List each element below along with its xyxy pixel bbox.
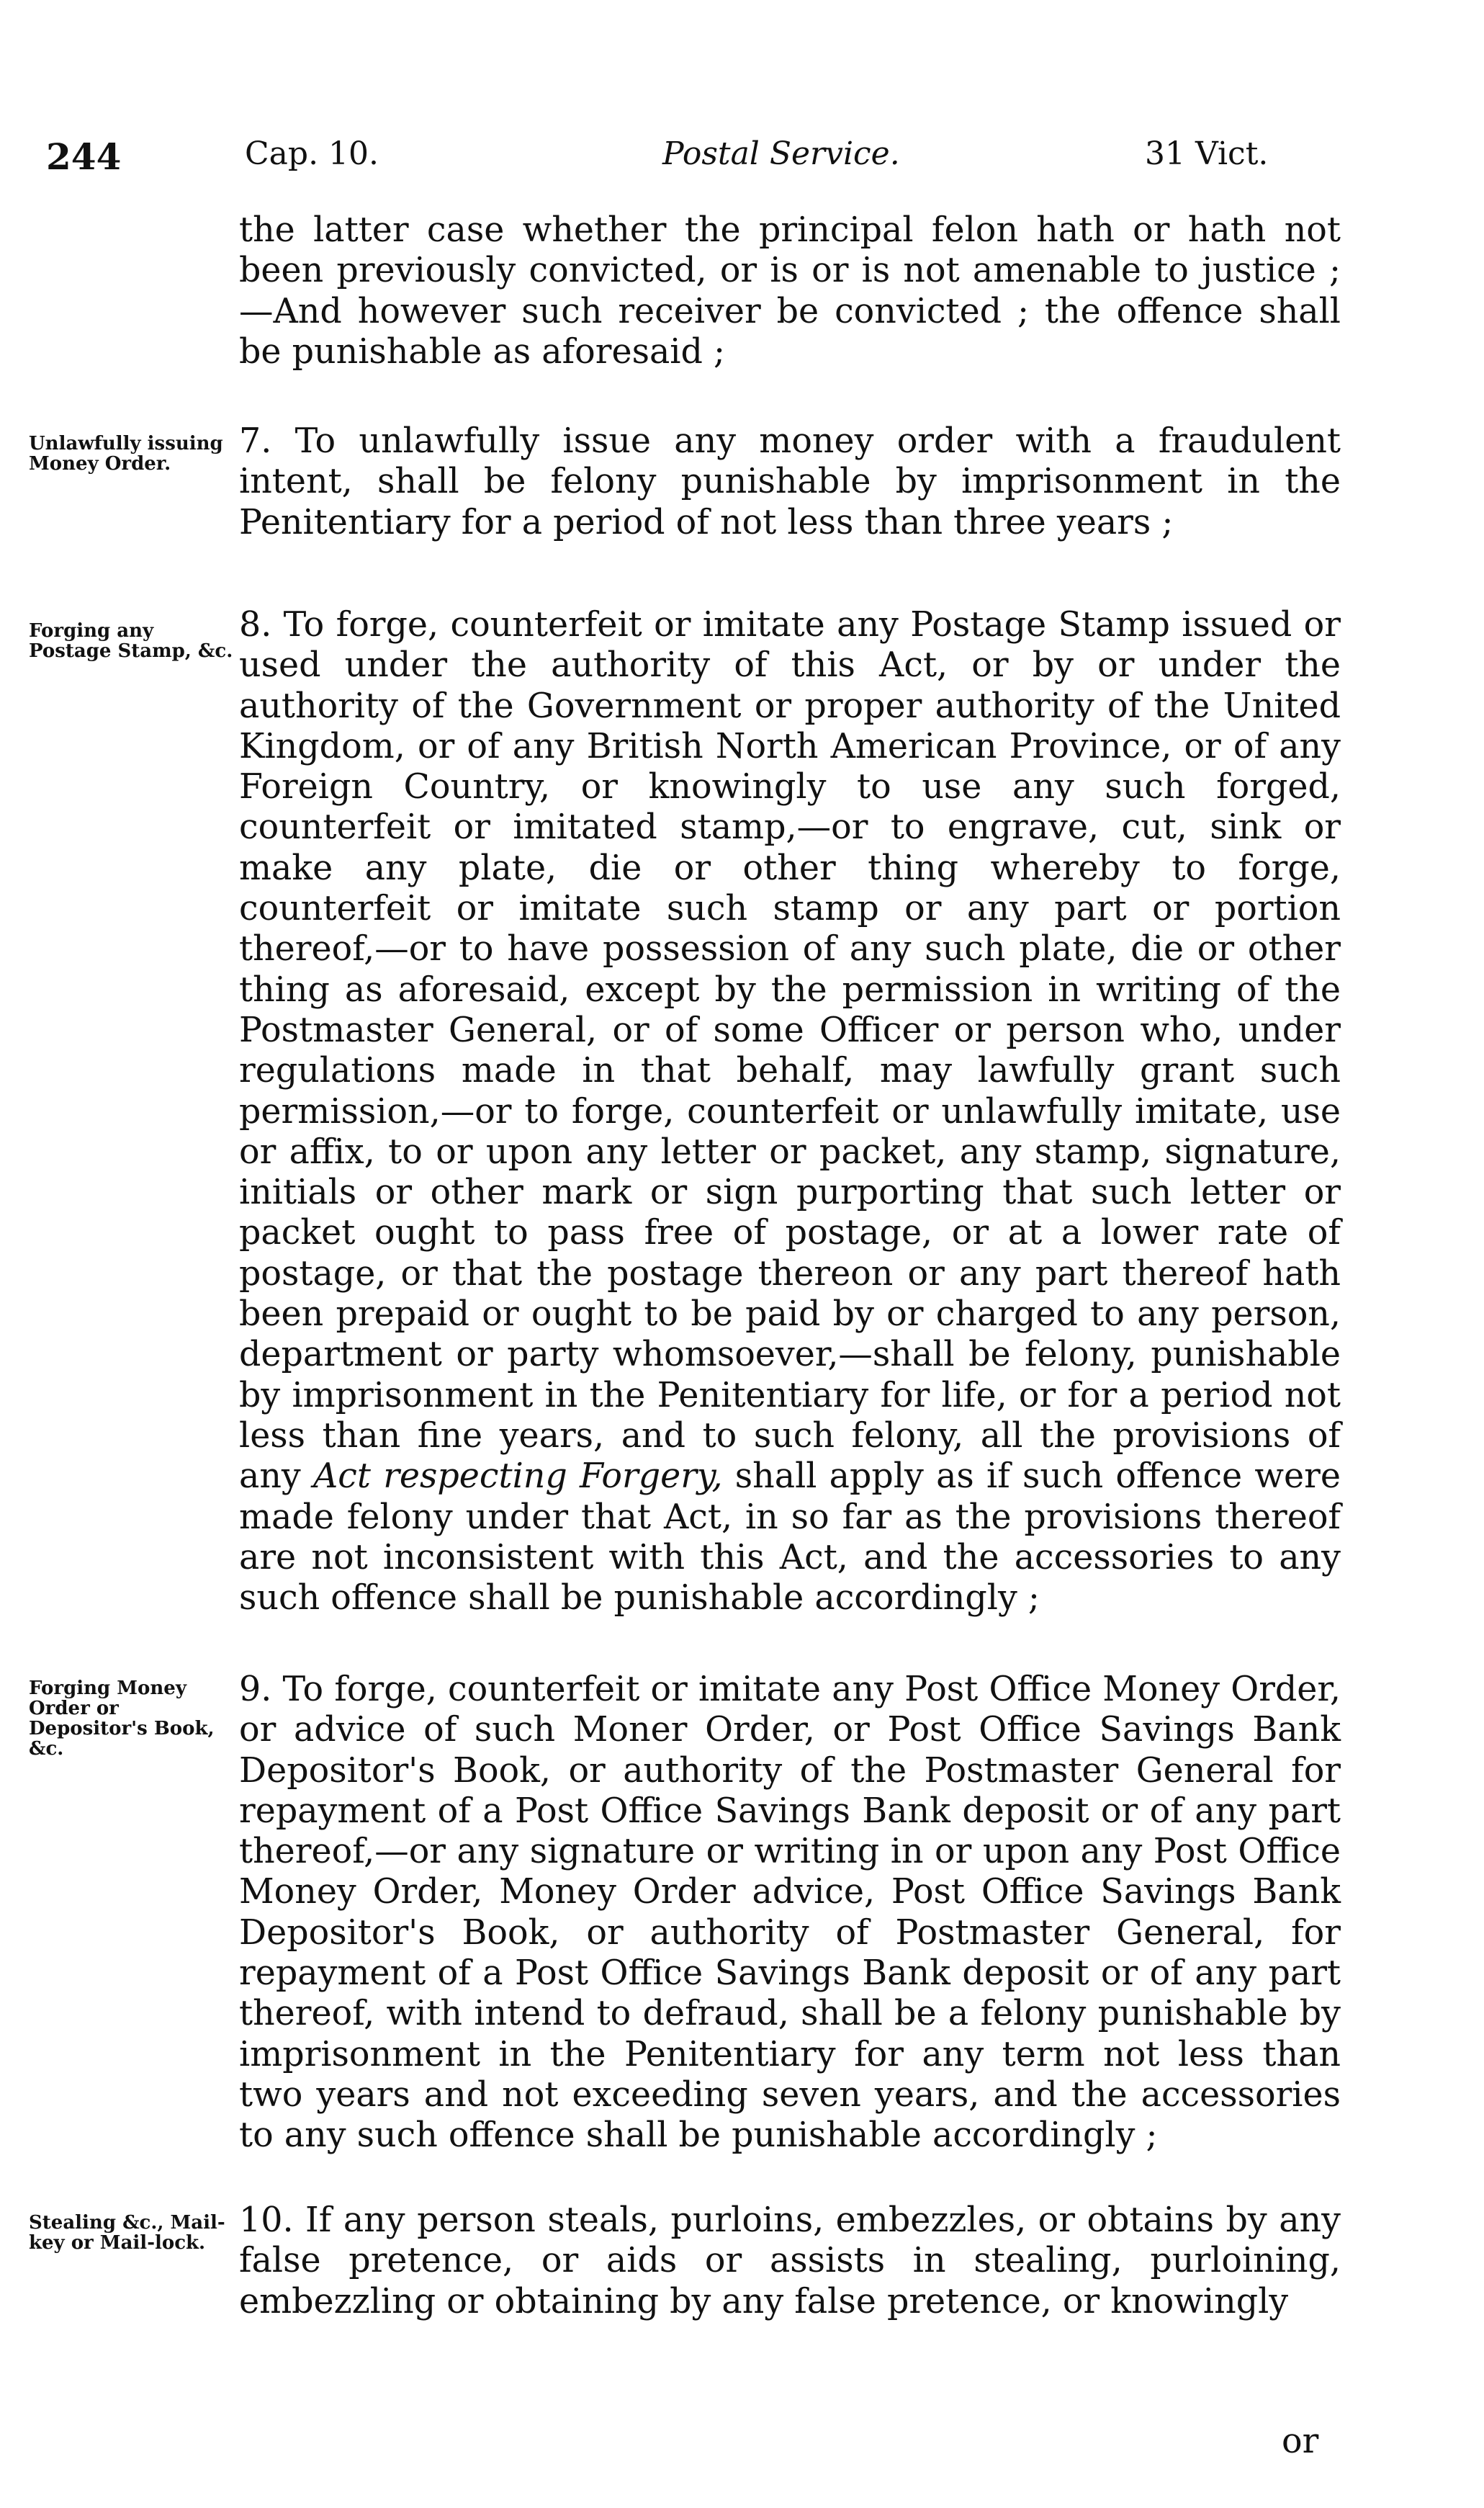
margin-note-section-9: Forging Money Order or Depositor's Book, &c. (29, 1678, 215, 1760)
section-8 (239, 605, 1341, 1618)
margin-note-section-10: Stealing &c., Mail-key or Mail-lock. (29, 2212, 225, 2254)
running-header (0, 135, 1484, 179)
running-title: Postal Service. (662, 135, 900, 172)
section-9: 9. To forge, counterfeit or imitate any Post Office Money Order, or advice of such Moner Order, or Post Office Savings Bank Depositor's Book, or authority of the Postmaster General for repayment of a Post Office Savings Bank deposit or of any part thereof,—or any signature or writing in or upon any Post Office Money Order, Money Order advice, Post Office Savings Bank Depositor's Book, or authority of Postmaster General, for repayment of a Post Office Savings Bank deposit or of any part thereof, with intend to defraud, shall be a felony punishable by imprisonment in the Penitentiary for any term not less than two years and not exceeding seven years, and the accessories to any such offence shall be punishable accordingly ; (239, 1670, 1341, 2156)
section-10: 10. If any person steals, purloins, embezzles, or obtains by any false pretence, or aids or assists in stealing, purloining, embezzling or obtaining by any false pretence, or knowingly (239, 2200, 1341, 2321)
section-8-act-reference: Act respecting Forgery, (312, 1456, 723, 1497)
section-8-text-a: 8. To forge, counterfeit or imitate any Postage Stamp issued or used under the authority of this Act, or by or under the authority of the Government or proper authority of the United Kingdom, or of any British North American Province, or of any Foreign Country, or knowingly to use any such forged, counterfeit or imitated stamp,—or to engrave, cut, sink or make any plate, die or other thing whereby to forge, counterfeit or imitate such stamp or any part or portion thereof,—or to have possession of any such plate, die or other thing as aforesaid, except by the permission in writing of the Postmaster General, or of some Officer or person who, under regulations made in that behalf, may lawfully grant such permission,—or to forge, counterfeit or unlawfully imitate, use or affix, to or upon any letter or packet, any stamp, signature, initials or other mark or sign purporting that such letter or packet ought to pass free of postage, or at a lower rate of postage, or that the postage thereon or any part thereof hath been prepaid or ought to be paid by or charged to any person, department or party whomsoever,—shall be felony, punishable by imprisonment in the Penitentiary for life, or for a period not less than fine years, and to such felony, all the provisions of any (239, 605, 1341, 1497)
chapter-label: Cap. 10. (245, 135, 379, 172)
catchword: or (1282, 2422, 1319, 2461)
page-number: 244 (46, 135, 122, 178)
margin-note-section-8: Forging any Postage Stamp, &c. (29, 620, 233, 662)
regnal-year: 31 Vict. (1145, 135, 1269, 172)
section-7: 7. To unlawfully issue any money order with a fraudulent intent, shall be felony punishable by imprisonment in the Penitentiary for a period of not less than three years ; (239, 421, 1341, 542)
continued-paragraph: the latter case whether the principal felon hath or hath not been previously convicted, or is or is not amenable to justice ;—And however such receiver be convicted ; the offence shall be punishable as aforesaid ; (239, 210, 1341, 372)
section-8-text-b: shall apply as if such offence were made felony under that Act, in so far as the provisions thereof are not inconsistent with this Act, and the accessories to any such offence shall be punishable accordingly ; (239, 1456, 1341, 1618)
margin-note-section-7: Unlawfully issuing Money Order. (29, 433, 223, 475)
